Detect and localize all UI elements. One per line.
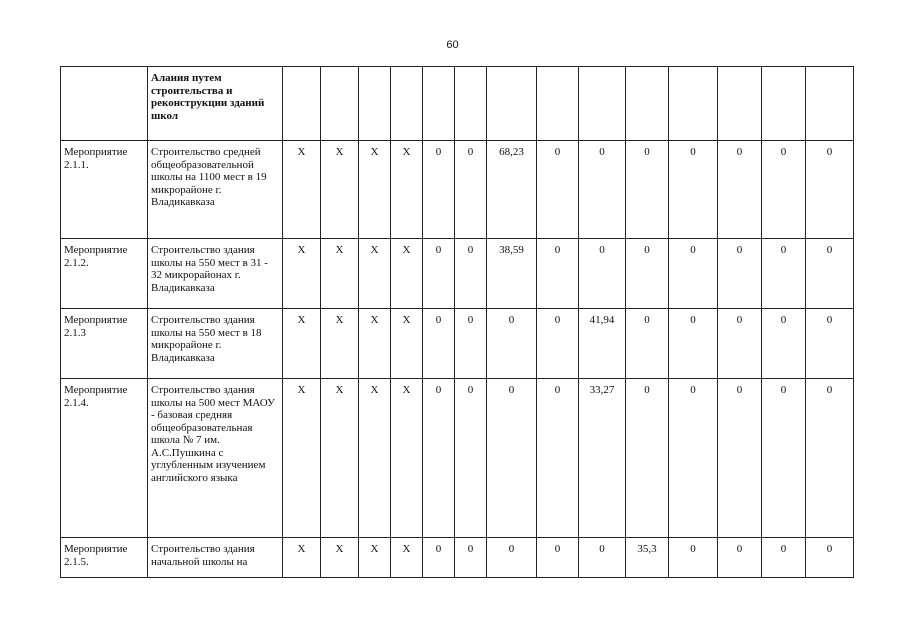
value-cell: 0: [626, 239, 669, 309]
table-row: [61, 67, 854, 141]
value-cell: Х: [359, 538, 391, 578]
value-cell: 0: [423, 239, 455, 309]
value-cell: Х: [283, 141, 321, 239]
value-cell: 41,94: [579, 309, 626, 379]
value-cell: 0: [626, 141, 669, 239]
value-cell: 0: [669, 379, 718, 538]
value-cell: Х: [321, 141, 359, 239]
empty-cell: [283, 67, 321, 141]
empty-cell: [718, 67, 762, 141]
value-cell: 0: [762, 379, 806, 538]
value-cell: Х: [321, 309, 359, 379]
value-cell: Х: [283, 538, 321, 578]
event-cell: Мероприятие 2.1.1.: [61, 141, 148, 239]
empty-cell: [806, 67, 854, 141]
program-table: [60, 66, 854, 578]
empty-cell: [61, 67, 148, 141]
empty-cell: [455, 67, 487, 141]
value-cell: 35,3: [626, 538, 669, 578]
value-cell: 0: [718, 379, 762, 538]
value-cell: Х: [321, 239, 359, 309]
value-cell: Х: [391, 379, 423, 538]
value-cell: Х: [359, 239, 391, 309]
event-name-cell: Строительство здания школы на 500 мест МАОУ - базовая средняя общеобразовательная школа № 7 им. А.С.Пушкина с углубленным изучением английского языка: [148, 379, 283, 538]
value-cell: 0: [762, 239, 806, 309]
value-cell: 0: [423, 141, 455, 239]
value-cell: 0: [455, 538, 487, 578]
value-cell: Х: [359, 379, 391, 538]
value-cell: 0: [537, 379, 579, 538]
value-cell: 0: [626, 309, 669, 379]
value-cell: 0: [762, 141, 806, 239]
value-cell: 0: [537, 239, 579, 309]
empty-cell: [359, 67, 391, 141]
value-cell: Х: [283, 379, 321, 538]
value-cell: 0: [762, 309, 806, 379]
value-cell: 0: [423, 309, 455, 379]
value-cell: Х: [283, 309, 321, 379]
table-row: [61, 239, 854, 309]
value-cell: 0: [718, 239, 762, 309]
event-name-cell: Строительство здания школы на 550 мест в 31 - 32 микрорайонах г. Владикавказа: [148, 239, 283, 309]
value-cell: Х: [391, 239, 423, 309]
table-row: [61, 309, 854, 379]
value-cell: 0: [626, 379, 669, 538]
value-cell: 0: [669, 538, 718, 578]
value-cell: Х: [391, 141, 423, 239]
value-cell: 0: [487, 309, 537, 379]
value-cell: Х: [359, 309, 391, 379]
value-cell: 0: [537, 538, 579, 578]
value-cell: 0: [423, 379, 455, 538]
value-cell: 0: [579, 141, 626, 239]
value-cell: 33,27: [579, 379, 626, 538]
value-cell: 0: [806, 141, 854, 239]
empty-cell: [579, 67, 626, 141]
value-cell: 0: [806, 239, 854, 309]
value-cell: Х: [283, 239, 321, 309]
value-cell: 0: [718, 538, 762, 578]
empty-cell: [762, 67, 806, 141]
event-cell: Мероприятие 2.1.5.: [61, 538, 148, 578]
event-name-cell: Строительство средней общеобразовательной школы на 1100 мест в 19 микрорайоне г. Владикавказа: [148, 141, 283, 239]
page-number: 60: [446, 39, 459, 51]
value-cell: 0: [669, 239, 718, 309]
value-cell: 0: [537, 309, 579, 379]
empty-cell: [669, 67, 718, 141]
value-cell: 0: [579, 239, 626, 309]
table-row: [61, 141, 854, 239]
value-cell: 0: [806, 379, 854, 538]
empty-cell: [321, 67, 359, 141]
value-cell: 0: [669, 309, 718, 379]
event-cell: Мероприятие 2.1.3: [61, 309, 148, 379]
value-cell: Х: [359, 141, 391, 239]
value-cell: 0: [537, 141, 579, 239]
value-cell: 0: [579, 538, 626, 578]
value-cell: 68,23: [487, 141, 537, 239]
empty-cell: [487, 67, 537, 141]
value-cell: 0: [806, 538, 854, 578]
value-cell: Х: [321, 538, 359, 578]
value-cell: 0: [487, 379, 537, 538]
value-cell: Х: [391, 309, 423, 379]
table-row: [61, 538, 854, 578]
value-cell: Х: [391, 538, 423, 578]
value-cell: 0: [806, 309, 854, 379]
table-row: [61, 379, 854, 538]
value-cell: 0: [455, 379, 487, 538]
event-cell: Мероприятие 2.1.4.: [61, 379, 148, 538]
event-name-cell: Строительство здания школы на 550 мест в 18 микрорайоне г. Владикавказа: [148, 309, 283, 379]
event-name-cell: Строительство здания начальной школы на: [148, 538, 283, 578]
value-cell: 38,59: [487, 239, 537, 309]
event-cell: Мероприятие 2.1.2.: [61, 239, 148, 309]
value-cell: Х: [321, 379, 359, 538]
empty-cell: [626, 67, 669, 141]
value-cell: 0: [423, 538, 455, 578]
value-cell: 0: [487, 538, 537, 578]
value-cell: 0: [455, 309, 487, 379]
empty-cell: [391, 67, 423, 141]
value-cell: 0: [669, 141, 718, 239]
section-header-cell: Алания путем строительства и реконструкции зданий школ: [148, 67, 283, 141]
value-cell: 0: [455, 141, 487, 239]
empty-cell: [423, 67, 455, 141]
value-cell: 0: [455, 239, 487, 309]
value-cell: 0: [762, 538, 806, 578]
value-cell: 0: [718, 309, 762, 379]
value-cell: 0: [718, 141, 762, 239]
empty-cell: [537, 67, 579, 141]
